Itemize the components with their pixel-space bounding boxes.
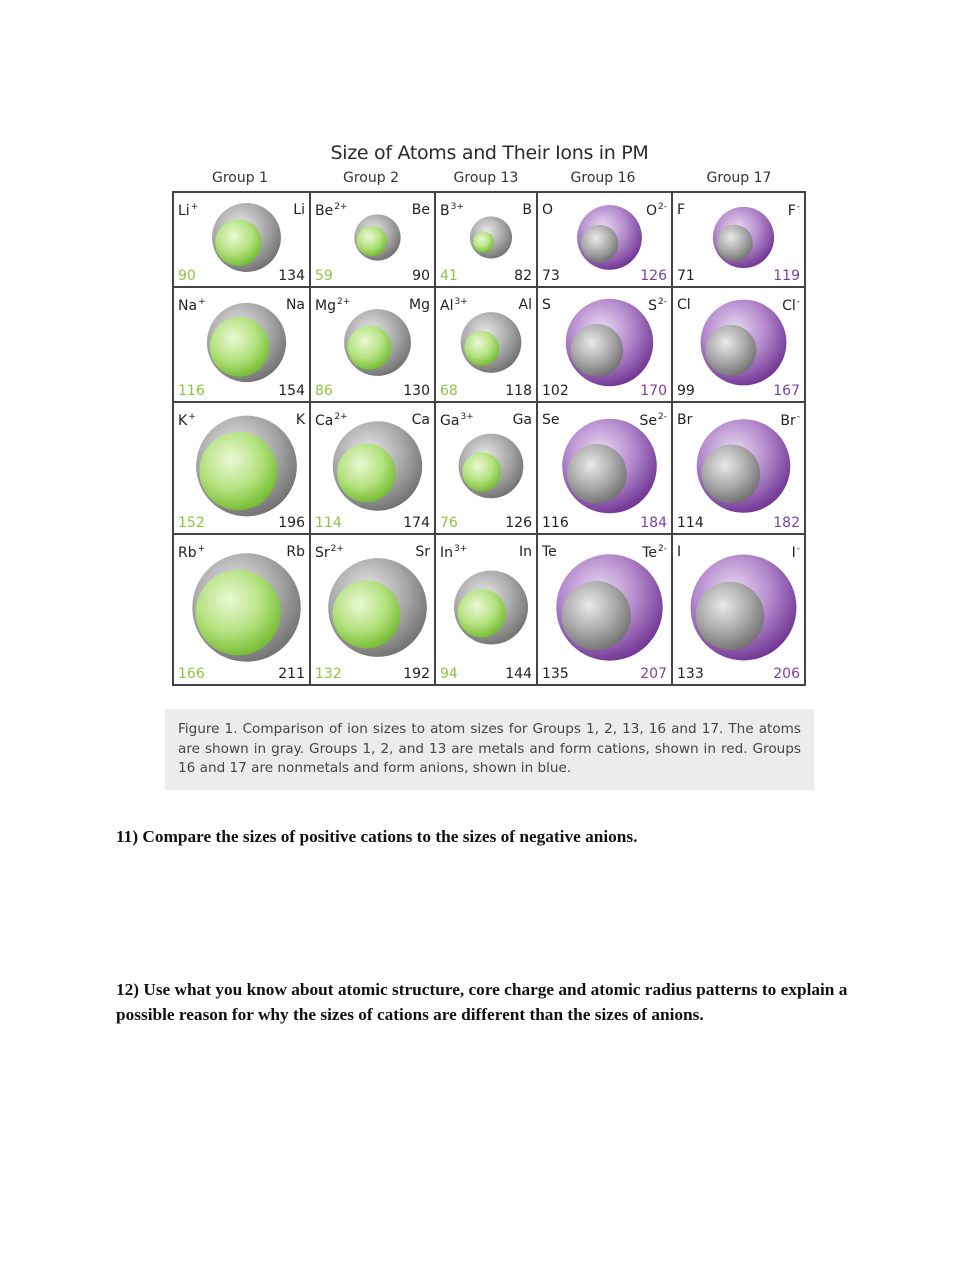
ion-symbol: Na+ [178,297,206,314]
element-cell-br [673,403,804,533]
ion-symbol: $In^{3+}$ [440,544,468,561]
ion-radius: 166 [178,666,205,682]
element-cell-i [673,535,804,684]
ion-symbol: $Te^{2-}$ [642,544,667,561]
atom-symbol: Be [411,202,430,218]
atom-symbol: Ga [512,412,532,428]
ion-symbol: F- [787,202,800,219]
atom-radius: 102 [542,383,569,399]
atom-symbol: Cl [677,297,691,313]
atom-symbol: Br [677,412,693,428]
element-cell-o [538,193,671,286]
ion-radius: 68 [440,383,458,399]
atom-radius: 174 [403,515,430,531]
ion-symbol: $S^{2-}$ [648,297,667,314]
ion-radius: 76 [440,515,458,531]
atom-symbol: B [522,202,532,218]
atom-sphere [716,225,752,261]
element-cell-s [538,288,671,401]
group-header: Group 17 [706,170,772,186]
atom-radius: 99 [677,383,695,399]
element-cell-ca [311,403,434,533]
ion-symbol: Rb+ [178,544,206,561]
atom-radius: 154 [278,383,305,399]
atom-sphere [581,225,619,263]
size-spheres [673,535,804,684]
ion-symbol: Li+ [178,202,199,219]
atom-symbol: Na [285,297,305,313]
atom-radius: 118 [505,383,532,399]
element-cell-in [436,535,536,684]
atom-radius: 82 [514,268,532,284]
group-header: Group 13 [453,170,519,186]
ion-sphere [199,432,277,510]
figure-title: Size of Atoms and Their Ions in PM [330,142,649,164]
atom-radius: 114 [677,515,704,531]
ion-sphere [196,570,281,655]
question-12: 12) Use what you know about atomic structure, core charge and atomic radius patterns to explain a possible reason for why the sizes of cations are different than the sizes of anions. [116,980,848,1024]
atom-symbol: Te [542,544,557,560]
ion-radius: 206 [773,666,800,682]
ion-symbol: K+ [178,412,196,429]
ion-sphere [464,331,499,366]
atom-radius: 196 [278,515,305,531]
ion-sphere [462,452,501,491]
element-cell-f [673,193,804,286]
element-cell-al [436,288,536,401]
ion-radius: 86 [315,383,333,399]
element-grid [172,191,806,686]
ion-symbol: $Se^{2-}$ [639,412,667,429]
atom-symbol: In [518,544,532,560]
ion-radius: 132 [315,666,342,682]
ion-symbol: $Ca^{2+}$ [315,412,348,429]
atom-sphere [696,582,764,650]
ion-symbol: Cl- [782,297,800,314]
ion-sphere [473,232,494,253]
ion-symbol: I- [791,544,800,561]
ion-symbol: $Mg^{2+}$ [315,297,351,314]
ion-symbol: Br- [780,412,800,429]
ion-radius: 152 [178,515,205,531]
atom-symbol: Sr [415,544,430,560]
atom-radius: 144 [505,666,532,682]
atom-radius: 133 [677,666,704,682]
atom-symbol: Ca [411,412,430,428]
group-header: Group 16 [570,170,636,186]
ion-sphere [357,226,387,256]
ion-radius: 59 [315,268,333,284]
ion-radius: 184 [640,515,667,531]
element-cell-sr [311,535,434,684]
ion-radius: 119 [773,268,800,284]
element-cell-be [311,193,434,286]
element-cell-cl [673,288,804,401]
question-11: 11) Compare the sizes of positive cations to the sizes of negative anions. [116,827,638,846]
element-cell-na [174,288,309,401]
element-cell-mg [311,288,434,401]
ion-radius: 126 [640,268,667,284]
ion-sphere [332,581,400,649]
element-cell-te [538,535,671,684]
atom-sphere [567,444,627,504]
atom-symbol: O [542,202,554,218]
ion-sphere [215,219,261,265]
atom-radius: 126 [505,515,532,531]
element-cell-k [174,403,309,533]
atom-symbol: K [295,412,305,428]
ion-radius: 114 [315,515,342,531]
ion-symbol: $Be^{2+}$ [315,202,348,219]
atom-symbol: S [542,297,551,313]
figure-caption: Figure 1. Comparison of ion sizes to atom sizes for Groups 1, 2, 13, 16 and 17. The atoms are shown in gray. Groups 1, 2, and 13 are metals and form cations, shown in red. Groups 16 and 17 are nonmetals and form anions, shown in blue. [165,709,814,790]
ion-sphere [337,444,396,503]
atom-sphere [571,324,623,376]
ion-radius: 207 [640,666,667,682]
atom-symbol: Mg [409,297,430,313]
ion-radius: 90 [178,268,196,284]
atom-radius: 134 [278,268,305,284]
atom-symbol: F [677,202,686,218]
element-cell-li [174,193,309,286]
atom-sphere [705,325,756,376]
atom-radius: 135 [542,666,569,682]
ion-symbol: $O^{2-}$ [645,202,667,219]
ion-sphere [347,325,391,369]
atom-radius: 73 [542,268,560,284]
ion-symbol: $Sr^{2+}$ [315,544,344,561]
element-cell-se [538,403,671,533]
ion-radius: 41 [440,268,458,284]
atom-radius: 211 [278,666,305,682]
ion-symbol: $B^{3+}$ [440,202,464,219]
atom-radius: 90 [412,268,430,284]
ion-sphere [458,589,506,637]
atom-sphere [561,581,630,650]
atom-radius: 71 [677,268,695,284]
ion-radius: 170 [640,383,667,399]
atom-symbol: Li [293,202,305,218]
atom-radius: 192 [403,666,430,682]
atom-radius: 116 [542,515,569,531]
ion-symbol: $Al^{3+}$ [440,297,468,314]
atom-symbol: I [677,544,682,560]
ion-radius: 94 [440,666,458,682]
atom-radius: 130 [403,383,430,399]
element-cell-rb [174,535,309,684]
ion-sphere [210,317,270,377]
atom-symbol: Se [542,412,560,428]
atom-symbol: Al [518,297,532,313]
element-cell-ga [436,403,536,533]
group-header: Group 2 [343,170,399,186]
element-cell-b [436,193,536,286]
ion-radius: 182 [773,515,800,531]
atom-sphere [702,445,761,504]
group-header: Group 1 [212,170,268,186]
ion-radius: 167 [773,383,800,399]
ion-symbol: $Ga^{3+}$ [440,412,474,429]
atom-symbol: Rb [286,544,305,560]
ion-radius: 116 [178,383,205,399]
